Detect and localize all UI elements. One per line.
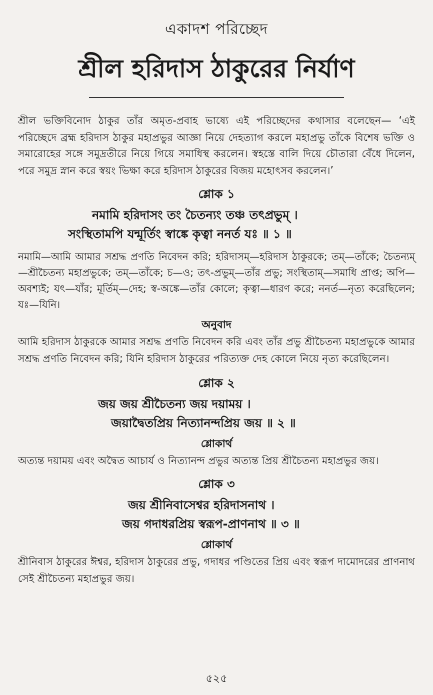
verse-2-meaning: অত্যন্ত দয়াময় এবং অদ্বৈত আচার্য ও নিত্যানন্দ প্রভুর অত্যন্ত প্রিয় শ্রীচৈতন্য মহাপ্রভুর জয়।	[18, 455, 379, 467]
verse-2-heading: শ্লোক ২	[198, 375, 235, 390]
verse-1-line-2: সংস্থিতামপি যন্মূর্তিং স্বাঙ্কে কৃত্বা ননর্ত যঃ ॥ ১ ॥	[68, 227, 292, 242]
verse-2-line-2: জয়াদ্বৈতপ্রিয় নিত্যানন্দপ্রিয় জয় ॥ ২ ॥	[111, 415, 296, 430]
verse-3-meaning-heading: শ্লোকার্থ	[200, 539, 233, 552]
verse-3-heading: শ্লোক ৩	[198, 477, 235, 492]
verse-1-translation: আমি হরিদাস ঠাকুরকে আমার সশ্রদ্ধ প্রণতি নিবেদন করি এবং তাঁর প্রভু শ্রীচৈতন্য মহাপ্রভুকে আমার সশ্রদ্ধ প্রণতি নিবেদন করি; যিনি হরিদাস ঠাকুরের পরিত্যক্ত দেহ কোলে নিয়ে নৃত্য করেছিলেন।	[18, 337, 415, 365]
page-number: ৫২৫	[205, 672, 228, 685]
verse-3-line-1: জয় শ্রীনিবাসেশ্বর হরিদাসনাথ ।	[128, 498, 275, 513]
verse-1-heading: শ্লোক ১	[198, 187, 235, 202]
chapter-label: একাদশ পরিচ্ছেদ	[164, 20, 269, 38]
verse-1-line-1: নমামি হরিদাসং তং চৈতন্যং তঞ্চ তৎপ্রভুম্‌ ।	[92, 208, 298, 223]
verse-2-line-1: জয় জয় শ্রীচৈতন্য জয় দয়াময় ।	[98, 396, 251, 411]
chapter-summary: শ্রীল ভক্তিবিনোদ ঠাকুর তাঁর অমৃত-প্রবাহ ভাষ্যে এই পরিচ্ছেদের কথাসার বলেছেন— ‘এই পরিচ্ছেদে ব্রহ্ম হরিদাস ঠাকুর মহাপ্রভুর আজ্ঞা নিয়ে দেহত্যাগ করলে মহাপ্রভু তাঁকে বিশেষ ভক্তি ও সমারোহের সঙ্গে সমুদ্রতীরে নিয়ে গিয়ে সমাধিস্থ করলেন। স্বহস্তে বালি দিয়ে চৌতারা বেঁধে দিলেন, পরে সমুদ্র স্নান করে স্বয়ং ভিক্ষা করে হরিদাস ঠাকুরের বিজয় মহোৎসব করলেন।’	[18, 116, 415, 177]
title-underline	[89, 97, 344, 98]
verse-1-word-meanings: নমামি—আমি আমার সশ্রদ্ধ প্রণতি নিবেদন করি; হরিদাসম্‌—হরিদাস ঠাকুরকে; তম্‌—তাঁকে; চৈতন্যম্‌—শ্রীচৈতন্য মহাপ্রভুকে; তম্‌—তাঁকে; চ—ও; তৎ-প্রভুম্‌—তাঁর প্রভু; সংস্থিতাম্‌—সমাধি প্রাপ্ত; অপি—অবশ্যই; যৎ—যাঁর; মূর্তিম্‌—দেহ; স্ব-অঙ্কে—তাঁর কোলে; কৃত্বা—ধারণ করে; ননর্ত—নৃত্য করেছিলেন; যঃ—যিনি।	[18, 252, 415, 312]
verse-1-translation-heading: অনুবাদ	[201, 319, 232, 332]
verse-3-line-2: জয় গদাধরপ্রিয় স্বরূপ-প্রাণনাথ ॥ ৩ ॥	[122, 517, 300, 532]
verse-3-meaning: শ্রীনিবাস ঠাকুরের ঈশ্বর, হরিদাস ঠাকুরের প্রভু, গদাধর পণ্ডিতের প্রিয় এবং স্বরূপ দামোদরের প্রাণনাথ সেই শ্রীচৈতন্য মহাপ্রভুর জয়।	[18, 557, 415, 585]
chapter-title: শ্রীল হরিদাস ঠাকুরের নির্যাণ	[78, 54, 355, 83]
verse-2-meaning-heading: শ্লোকার্থ	[200, 437, 233, 450]
